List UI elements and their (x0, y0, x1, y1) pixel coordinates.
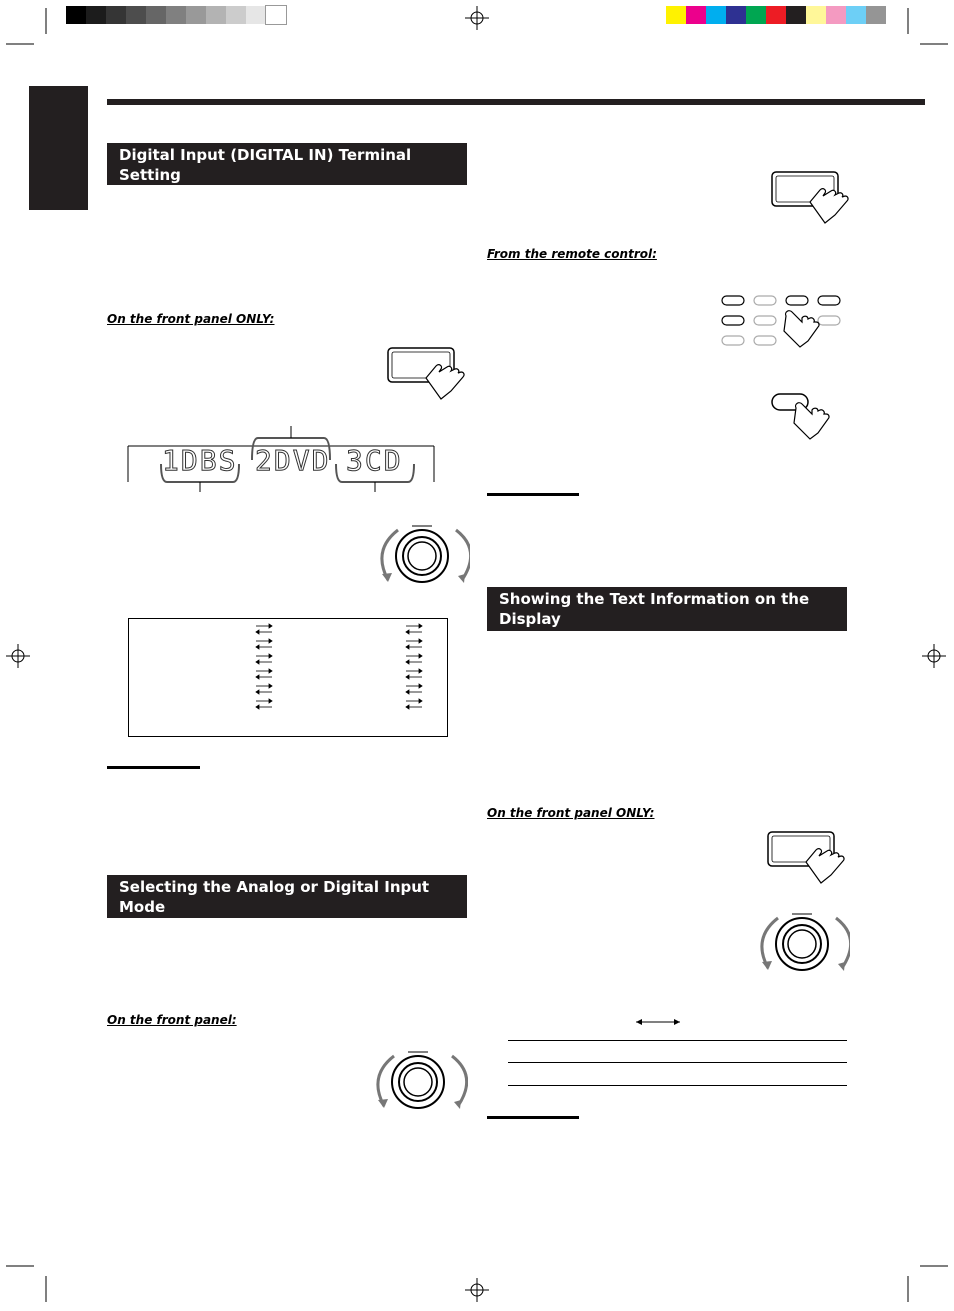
display-item-3: 3CD (346, 444, 403, 477)
registration-mark-top (465, 6, 489, 30)
color-swatch (806, 6, 826, 24)
color-swatch (866, 6, 886, 24)
gray-swatch (106, 6, 126, 24)
gray-swatch (126, 6, 146, 24)
color-swatch (726, 6, 746, 24)
gray-swatch (206, 6, 226, 24)
control-knob-icon-2 (754, 908, 850, 978)
table-rule-1 (508, 1040, 847, 1041)
section-text-info-heading: Showing the Text Information on the Display (487, 587, 847, 631)
gray-swatch (266, 6, 286, 24)
color-swatch (686, 6, 706, 24)
color-swatch (786, 6, 806, 24)
gray-swatch (246, 6, 266, 24)
note-rule-1 (107, 766, 200, 769)
remote-buttons-icon (718, 292, 848, 352)
gray-swatch (166, 6, 186, 24)
color-swatch (666, 6, 686, 24)
note-rule-3 (487, 1116, 579, 1119)
color-swatch (706, 6, 726, 24)
remote-button-press-icon (766, 388, 838, 440)
gray-swatch (226, 6, 246, 24)
color-swatch (846, 6, 866, 24)
table-rule-3 (508, 1085, 847, 1086)
registration-mark-left (6, 644, 30, 668)
table-arrows (250, 622, 430, 716)
front-panel-only-label-2: On the front panel ONLY: (487, 806, 655, 820)
section-analog-digital-heading: Selecting the Analog or Digital Input Mode (107, 875, 467, 918)
control-knob-icon-3 (372, 1048, 468, 1118)
front-panel-label: On the front panel: (107, 1013, 237, 1027)
front-panel-only-label: On the front panel ONLY: (107, 312, 275, 326)
display-item-1: 1DBS (162, 444, 238, 477)
color-swatch (766, 6, 786, 24)
gray-swatch (146, 6, 166, 24)
display-item-2: 2DVD (255, 444, 331, 477)
color-swatch (826, 6, 846, 24)
language-tab (29, 86, 88, 210)
button-press-icon (386, 344, 468, 404)
registration-mark-right (922, 644, 946, 668)
gray-swatch (86, 6, 106, 24)
table-rule-2 (508, 1062, 847, 1063)
registration-mark-bottom (465, 1278, 489, 1302)
note-rule-2 (487, 493, 579, 496)
button-press-icon-3 (764, 828, 846, 888)
section-digital-input-heading: Digital Input (DIGITAL IN) Terminal Setting (107, 143, 467, 185)
gray-swatch (186, 6, 206, 24)
top-rule (107, 99, 925, 105)
remote-control-label: From the remote control: (487, 247, 657, 261)
control-knob-icon (374, 520, 470, 590)
gray-swatch (66, 6, 86, 24)
button-press-icon-2 (768, 168, 850, 228)
double-arrow-icon (630, 1014, 686, 1030)
color-swatch (746, 6, 766, 24)
